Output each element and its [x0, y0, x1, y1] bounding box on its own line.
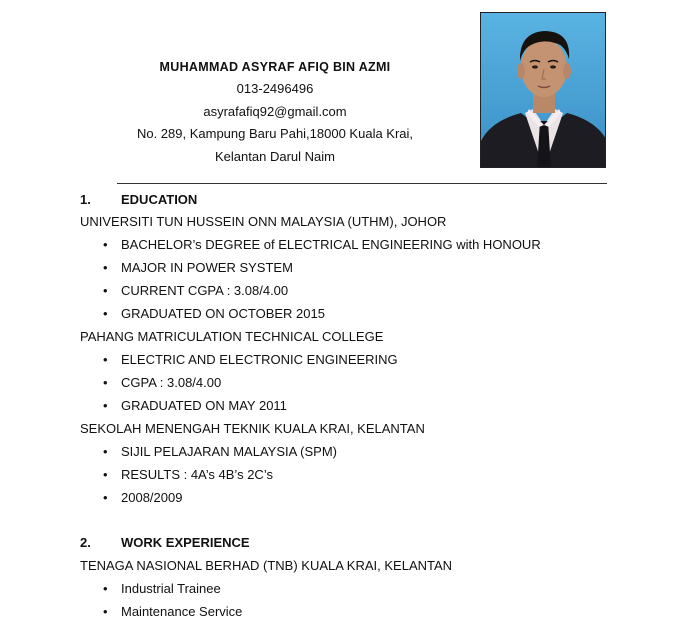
- work-experience-heading: [80, 533, 250, 553]
- bullet-icon: •: [103, 490, 108, 505]
- profile-photo: [480, 12, 606, 168]
- bullet-icon: •: [103, 306, 108, 321]
- portrait-image: [481, 13, 606, 168]
- institution-pahang: PAHANG MATRICULATION TECHNICAL COLLEGE: [80, 329, 384, 344]
- section-number: 1.: [80, 192, 91, 207]
- bullet-icon: •: [103, 283, 108, 298]
- institution-uthm: UNIVERSITI TUN HUSSEIN ONN MALAYSIA (UTHM), JOHOR: [80, 214, 447, 229]
- list-item: • Industrial Trainee: [103, 579, 221, 599]
- bullet-icon: •: [103, 581, 108, 596]
- applicant-name: MUHAMMAD ASYRAF AFIQ BIN AZMI: [159, 60, 391, 74]
- list-item: • BACHELOR’s DEGREE of ELECTRICAL ENGINEERING with HONOUR: [103, 235, 541, 255]
- bullet-icon: •: [103, 352, 108, 367]
- bullet-icon: •: [103, 604, 108, 619]
- list-item: • CGPA : 3.08/4.00: [103, 373, 221, 393]
- list-item: • CURRENT CGPA : 3.08/4.00: [103, 281, 288, 301]
- section-title: WORK EXPERIENCE: [121, 535, 250, 550]
- address-line-1: No. 289, Kampung Baru Pahi,18000 Kuala Krai,: [136, 126, 414, 141]
- list-item: • ELECTRIC AND ELECTRONIC ENGINEERING: [103, 350, 398, 370]
- list-item: • GRADUATED ON OCTOBER 2015: [103, 304, 325, 324]
- bullet-icon: •: [103, 398, 108, 413]
- section-title: EDUCATION: [121, 192, 198, 207]
- bullet-icon: •: [103, 260, 108, 275]
- bullet-icon: •: [103, 375, 108, 390]
- list-item: • Maintenance Service: [103, 602, 242, 622]
- section-number: 2.: [80, 535, 91, 550]
- list-item: • RESULTS : 4A’s 4B’s 2C’s: [103, 465, 273, 485]
- email-address: asyrafafiq92@gmail.com: [203, 103, 347, 119]
- phone-number: 013-2496496: [236, 81, 314, 96]
- header-divider: [117, 183, 607, 184]
- address-line-2: Kelantan Darul Naim: [215, 148, 335, 164]
- institution-tnb: TENAGA NASIONAL BERHAD (TNB) KUALA KRAI, KELANTAN: [80, 558, 453, 573]
- list-item: • GRADUATED ON MAY 2011: [103, 396, 287, 416]
- list-item: • 2008/2009: [103, 488, 182, 508]
- education-heading: [80, 190, 197, 210]
- bullet-icon: •: [103, 237, 108, 252]
- bullet-icon: •: [103, 444, 108, 459]
- list-item: • MAJOR IN POWER SYSTEM: [103, 258, 293, 278]
- contact-header: [100, 56, 450, 168]
- list-item: • SIJIL PELAJARAN MALAYSIA (SPM): [103, 442, 337, 462]
- bullet-icon: •: [103, 467, 108, 482]
- institution-smtkk: SEKOLAH MENENGAH TEKNIK KUALA KRAI, KELANTAN: [80, 421, 425, 436]
